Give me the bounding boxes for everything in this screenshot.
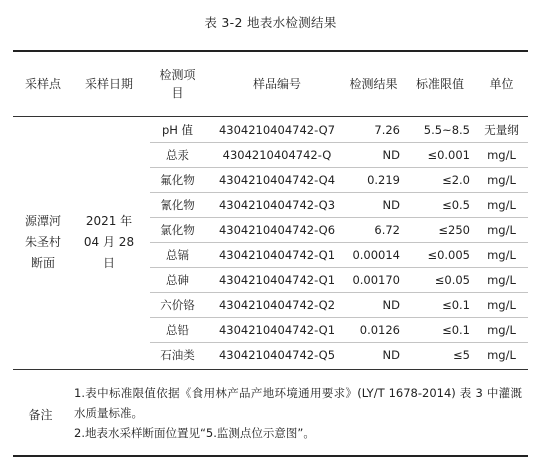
cell-unit: 无量纲 bbox=[484, 122, 519, 137]
header-site: 采样点 bbox=[24, 77, 61, 91]
cell-result: 0.0126 bbox=[359, 322, 400, 337]
cell-sample-no: 4304210404742-Q1 bbox=[218, 322, 336, 337]
cell-limit: 5.5~8.5 bbox=[423, 122, 470, 137]
cell-limit: ≤0.005 bbox=[427, 247, 470, 262]
cell-result: 6.72 bbox=[374, 222, 400, 237]
header-item bbox=[150, 52, 205, 116]
cell-item: 总砷 bbox=[166, 272, 189, 287]
cell-result: 0.219 bbox=[367, 172, 400, 187]
site-line3: 断面 bbox=[30, 255, 55, 270]
notes-text bbox=[74, 383, 522, 443]
cell-unit: mg/L bbox=[487, 272, 516, 287]
site-line2: 朱圣村 bbox=[24, 234, 61, 249]
cell-sample-no: 4304210404742-Q1 bbox=[218, 272, 336, 287]
header-result: 检测结果 bbox=[349, 77, 398, 91]
date-cell bbox=[73, 117, 145, 367]
cell-item: 氯化物 bbox=[160, 222, 195, 237]
cell-result: 0.00014 bbox=[352, 247, 400, 262]
cell-item: 氰化物 bbox=[160, 197, 195, 212]
site-cell bbox=[13, 117, 73, 367]
cell-item: 石油类 bbox=[160, 347, 195, 362]
header-date: 采样日期 bbox=[84, 77, 133, 91]
cell-limit: ≤2.0 bbox=[442, 172, 470, 187]
cell-result: ND bbox=[382, 147, 400, 162]
cell-unit: mg/L bbox=[487, 322, 516, 337]
cell-unit: mg/L bbox=[487, 172, 516, 187]
cell-result: ND bbox=[382, 297, 400, 312]
cell-sample-no: 4304210404742-Q5 bbox=[218, 347, 336, 362]
cell-limit: ≤0.5 bbox=[442, 197, 470, 212]
cell-item: 总铅 bbox=[166, 322, 189, 337]
note-line2: 2.地表水采样断面位置见“5.监测点位示意图”。 bbox=[74, 426, 315, 440]
table-bottom-rule bbox=[13, 455, 528, 457]
cell-item: pH 值 bbox=[161, 122, 194, 137]
cell-unit: mg/L bbox=[487, 197, 516, 212]
cell-item: 总镉 bbox=[166, 247, 189, 262]
date-line1: 2021 年 bbox=[85, 213, 133, 228]
cell-limit: ≤5 bbox=[453, 347, 470, 362]
date-line3: 日 bbox=[102, 255, 115, 270]
cell-limit: ≤250 bbox=[438, 222, 470, 237]
cell-item: 氟化物 bbox=[160, 172, 195, 187]
cell-result: 7.26 bbox=[374, 122, 400, 137]
table-caption: 表 3-2 地表水检测结果 bbox=[204, 15, 337, 30]
header-sample-no: 样品编号 bbox=[252, 77, 301, 91]
body-bottom-rule bbox=[13, 369, 528, 370]
cell-item: 总汞 bbox=[166, 147, 189, 162]
cell-sample-no: 4304210404742-Q4 bbox=[218, 172, 336, 187]
cell-unit: mg/L bbox=[487, 347, 516, 362]
notes-label: 备注 bbox=[28, 407, 53, 422]
cell-result: ND bbox=[382, 347, 400, 362]
cell-limit: ≤0.1 bbox=[442, 322, 470, 337]
cell-sample-no: 4304210404742-Q1 bbox=[218, 247, 336, 262]
cell-limit: ≤0.1 bbox=[442, 297, 470, 312]
header-item-line2: 目 bbox=[171, 86, 184, 100]
cell-sample-no: 4304210404742-Q2 bbox=[218, 297, 336, 312]
note-line1: 1.表中标准限值依据《食用林产品产地环境通用要求》(LY/T 1678-2014) 表 3 中灌溉水质量标准。 bbox=[74, 386, 522, 420]
cell-unit: mg/L bbox=[487, 297, 516, 312]
cell-limit: ≤0.05 bbox=[434, 272, 470, 287]
header-limit: 标准限值 bbox=[415, 77, 464, 91]
cell-unit: mg/L bbox=[487, 247, 516, 262]
cell-sample-no: 4304210404742-Q bbox=[222, 147, 332, 162]
date-line2: 04 月 28 bbox=[83, 234, 135, 249]
cell-result: ND bbox=[382, 197, 400, 212]
cell-item: 六价铬 bbox=[160, 297, 195, 312]
header-unit: 单位 bbox=[489, 77, 514, 91]
cell-result: 0.00170 bbox=[352, 272, 400, 287]
cell-unit: mg/L bbox=[487, 222, 516, 237]
cell-sample-no: 4304210404742-Q3 bbox=[218, 197, 336, 212]
cell-limit: ≤0.001 bbox=[427, 147, 470, 162]
cell-sample-no: 4304210404742-Q6 bbox=[218, 222, 336, 237]
site-line1: 源潭河 bbox=[24, 213, 61, 228]
header-item-line1: 检测项 bbox=[159, 68, 196, 82]
cell-sample-no: 4304210404742-Q7 bbox=[218, 122, 336, 137]
cell-unit: mg/L bbox=[487, 147, 516, 162]
